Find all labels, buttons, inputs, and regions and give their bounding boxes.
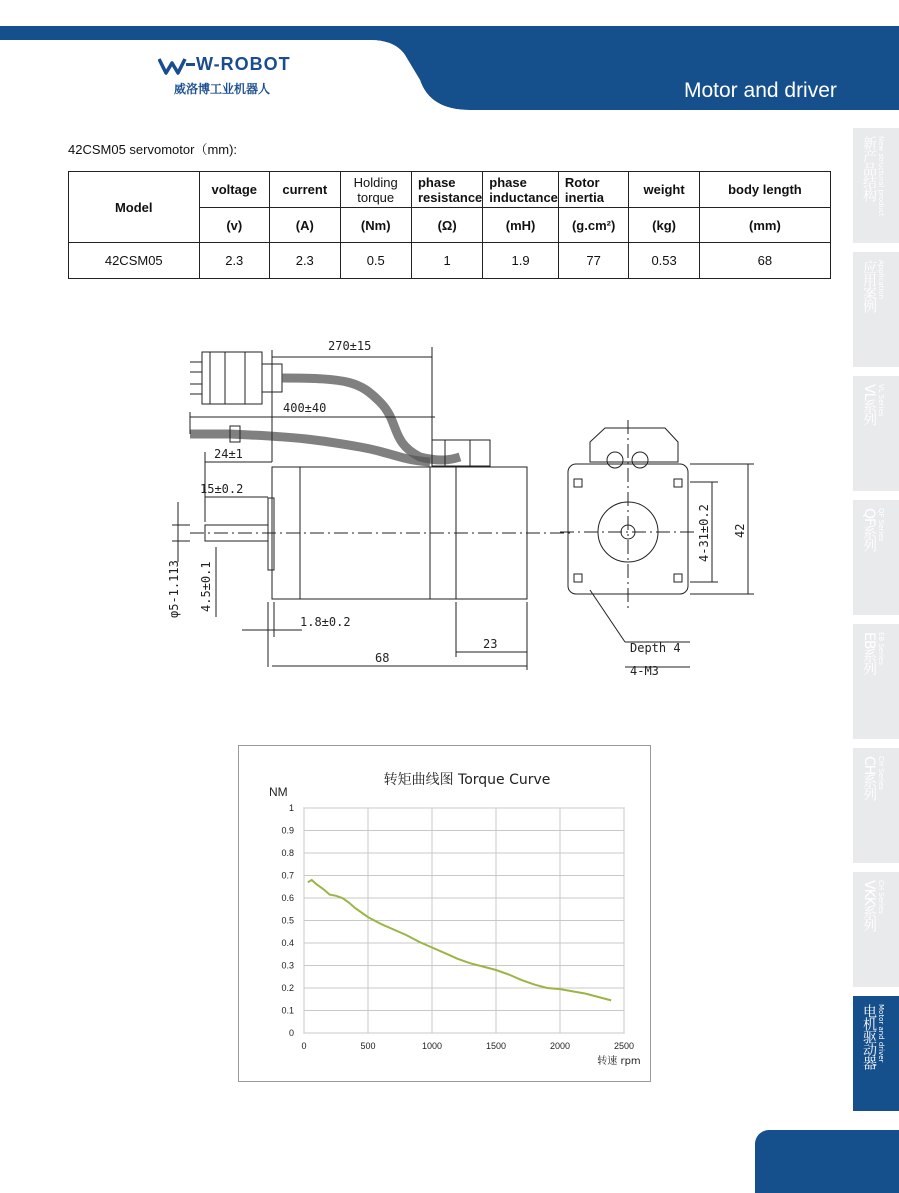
- dim-label: 270±15: [328, 339, 372, 353]
- unit-cell: (mH): [483, 208, 559, 243]
- page-title: Motor and driver: [684, 79, 837, 102]
- value-cell: 2.3: [199, 243, 270, 279]
- y-tick-label: 0.2: [281, 983, 294, 993]
- col-header: voltage: [199, 172, 270, 208]
- dim-label: 15±0.2: [200, 482, 244, 496]
- dim-label: 23: [483, 637, 498, 651]
- col-header: phase resistance: [411, 172, 482, 208]
- torque-chart-frame: [238, 745, 651, 1082]
- brand-logo-text: W-ROBOT: [196, 54, 291, 74]
- dim-label: 4-M3: [630, 664, 659, 678]
- robot-logo-icon: [158, 55, 196, 75]
- sidebar-tab[interactable]: [853, 872, 899, 987]
- dim-label: 68: [375, 651, 390, 665]
- sidebar-tab[interactable]: [853, 624, 899, 739]
- col-header: weight: [629, 172, 699, 208]
- connector-shape: [202, 352, 262, 404]
- value-cell: 1.9: [483, 243, 559, 279]
- sidebar-tab[interactable]: [853, 376, 899, 491]
- sidebar-tab[interactable]: [853, 500, 899, 615]
- value-cell: 77: [558, 243, 628, 279]
- sidebar-tab-sublabel: EB Series: [877, 632, 885, 665]
- unit-cell: (Ω): [411, 208, 482, 243]
- dim-label: Depth 4: [630, 641, 681, 655]
- col-header: Holding torque: [340, 172, 411, 208]
- unit-cell: (kg): [629, 208, 699, 243]
- sidebar-tab-sublabel: Application: [877, 260, 885, 300]
- sidebar-tab-label: QF系列: [861, 508, 877, 552]
- unit-cell: (Nm): [340, 208, 411, 243]
- sidebar-tab-sublabel: Motor and driver: [877, 1004, 885, 1063]
- sidebar-tab-label: 应用案例: [861, 260, 877, 312]
- col-header: phase inductance: [483, 172, 559, 208]
- dim-label: 400±40: [283, 401, 327, 415]
- x-tick-label: 1000: [421, 1041, 443, 1051]
- x-axis-label: 转速 rpm: [597, 1056, 641, 1067]
- sidebar-tab-sublabel: VL Series: [877, 384, 885, 417]
- sidebar-tab-label: 新产品结构: [861, 136, 877, 201]
- dim-label: 4.5±0.1: [199, 561, 213, 612]
- dim-label: 1.8±0.2: [300, 615, 351, 629]
- model-cell: 42CSM05: [69, 243, 200, 279]
- sidebar-tab-label: VL系列: [861, 384, 877, 426]
- y-tick-label: 0.4: [281, 938, 294, 948]
- y-tick-label: 0.7: [281, 870, 294, 881]
- x-tick-label: 2000: [549, 1041, 571, 1051]
- sidebar-tab[interactable]: [853, 748, 899, 863]
- x-tick-label: 0: [301, 1041, 307, 1051]
- spec-table: [68, 171, 831, 279]
- dim-label: 4-31±0.2: [697, 504, 711, 562]
- dim-label: 42: [733, 523, 747, 538]
- y-tick-label: 0.5: [281, 915, 294, 926]
- y-tick-label: 0: [288, 1028, 294, 1038]
- value-cell: 0.5: [340, 243, 411, 279]
- y-tick-label: 0.9: [281, 825, 294, 836]
- y-axis-label: NM: [269, 785, 288, 799]
- value-cell: 1: [411, 243, 482, 279]
- y-tick-label: 0.3: [281, 960, 294, 971]
- sidebar-tab[interactable]: [853, 128, 899, 243]
- table-row: [69, 243, 831, 279]
- value-cell: 0.53: [629, 243, 699, 279]
- section-heading: 42CSM05 servomotor（mm):: [68, 142, 238, 157]
- unit-cell: (mm): [699, 208, 830, 243]
- torque-chart: [239, 746, 650, 1081]
- sidebar-tab-sublabel: QF Series: [877, 508, 885, 542]
- brand-chinese-name: 威洛博工业机器人: [174, 82, 271, 96]
- sidebar-tab-sublabel: CH Series: [877, 756, 885, 790]
- model-header: Model: [69, 172, 200, 243]
- y-tick-label: 1: [288, 803, 294, 813]
- col-header: Rotor inertia: [558, 172, 628, 208]
- sidebar-tab-label: EB系列: [861, 632, 877, 675]
- sidebar-tab-label: 电机驱动器: [861, 1004, 877, 1069]
- value-cell: 2.3: [270, 243, 340, 279]
- unit-cell: (A): [270, 208, 340, 243]
- motor-dimension-drawing: [150, 322, 770, 682]
- col-header: current: [270, 172, 340, 208]
- x-tick-label: 1500: [485, 1041, 507, 1051]
- dim-label: φ5-1.113: [167, 560, 181, 618]
- dim-label: 24±1: [214, 447, 243, 461]
- x-tick-label: 2500: [613, 1041, 635, 1051]
- y-tick-label: 0.8: [281, 848, 294, 858]
- unit-cell: (v): [199, 208, 270, 243]
- sidebar-tab-label: VKK系列: [861, 880, 877, 931]
- sidebar-tab[interactable]: [853, 996, 899, 1111]
- chart-title: 转矩曲线图 Torque Curve: [383, 772, 551, 788]
- sidebar-tab-sublabel: New structural product: [877, 136, 885, 217]
- sidebar-tab-sublabel: CH Series: [877, 880, 885, 914]
- sidebar-tab-label: CH系列: [861, 756, 877, 801]
- x-tick-label: 500: [360, 1041, 376, 1051]
- y-tick-label: 0.1: [281, 1005, 294, 1016]
- sidebar-tab[interactable]: [853, 252, 899, 367]
- footer-bar: [755, 1130, 899, 1193]
- value-cell: 68: [699, 243, 830, 279]
- unit-cell: (g.cm²): [558, 208, 628, 243]
- col-header: body length: [699, 172, 830, 208]
- y-tick-label: 0.6: [281, 893, 294, 903]
